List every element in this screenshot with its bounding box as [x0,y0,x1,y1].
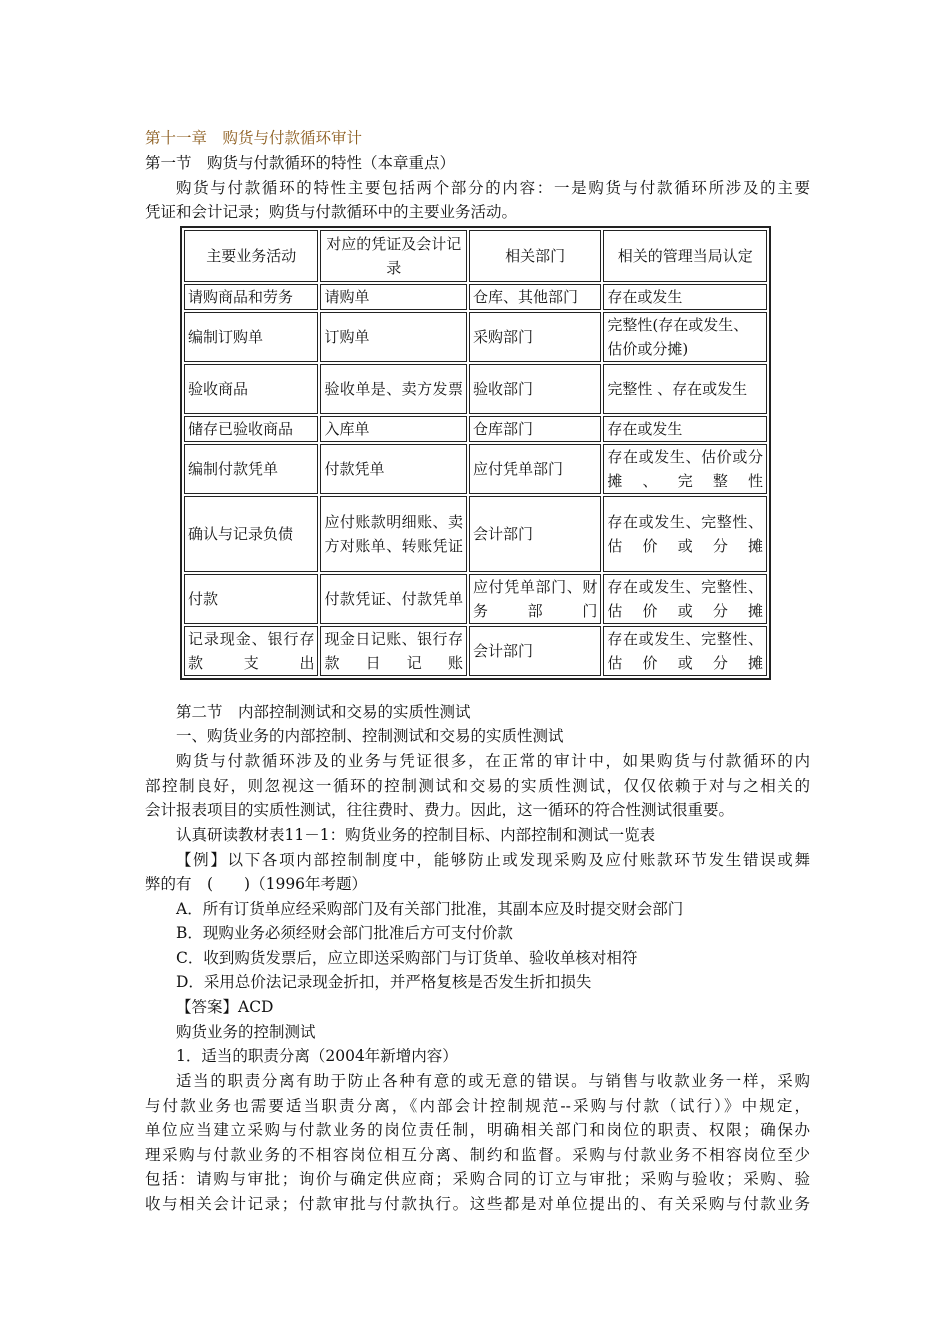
table-cell: 存在或发生、估价或分摊、完整性 [603,444,767,494]
example-line-1: 【例】以下各项内部控制制度中，能够防止或发现采购及应付账款环节发生错误或舞 [176,851,810,869]
para2-line-6: 收与相关会计记录；付款审批与付款执行。这些都是对单位提出的、有关采购与付款业务 [145,1195,810,1213]
table-cell: 确认与记录负债 [184,496,318,572]
table-cell: 采购部门 [469,312,601,362]
table-cell: 记录现金、银行存款支出 [184,626,318,676]
header-cell: 相关部门 [469,230,601,282]
table-row [184,626,767,676]
section2-subheading: 一、购货业务的内部控制、控制测试和交易的实质性测试 [176,727,564,745]
table-cell: 订购单 [320,312,467,362]
table-cell: 仓库部门 [469,416,601,442]
para2-line-5: 包括：请购与审批；询价与确定供应商；采购合同的订立与审批；采购与验收；采购、验 [145,1170,810,1188]
table-row [184,444,767,494]
header-cell: 对应的凭证及会计记录 [320,230,467,282]
table-cell: 应付凭单部门、财务部门 [469,574,601,624]
textbook-note: 认真研读教材表11－1：购货业务的控制目标、内部控制和测试一览表 [176,826,656,844]
option-d: D．采用总价法记录现金折扣，并严格复核是否发生折扣损失 [176,973,592,991]
table-cell: 入库单 [320,416,467,442]
item-1-heading: 1．适当的职责分离（2004年新增内容） [176,1047,458,1065]
para1-line-2: 部控制良好，则忽视这一循环的控制测试和交易的实质性测试，仅仅依赖于对与之相关的 [145,777,810,795]
para2-line-2: 与付款业务也需要适当职责分离，《内部会计控制规范--采购与付款（试行）》中规定， [145,1097,810,1115]
table-cell: 储存已验收商品 [184,416,318,442]
table-cell: 存在或发生 [603,284,767,310]
table-row [184,312,767,362]
table-cell: 会计部门 [469,626,601,676]
table-header-row [184,230,767,282]
table-row [184,496,767,572]
header-cell: 相关的管理当局认定 [603,230,767,282]
table-row [184,416,767,442]
cycle-characteristics-table [180,226,771,680]
section1-heading: 第一节 购货与付款循环的特性（本章重点） [145,154,456,172]
table-cell: 现金日记账、银行存款日记账 [320,626,467,676]
section2-heading: 第二节 内部控制测试和交易的实质性测试 [176,703,471,721]
para1-line-3: 会计报表项目的实质性测试，往往费时、费力。因此，这一循环的符合性测试很重要。 [145,801,735,819]
table-cell: 仓库、其他部门 [469,284,601,310]
section1-intro-line-2: 凭证和会计记录；购货与付款循环中的主要业务活动。 [145,203,518,221]
table-row [184,364,767,414]
table-cell: 存在或发生 [603,416,767,442]
table-cell: 付款 [184,574,318,624]
section1-intro-line-1: 购货与付款循环的特性主要包括两个部分的内容：一是购货与付款循环所涉及的主要 [176,179,810,197]
table-cell: 验收商品 [184,364,318,414]
para1-line-1: 购货与付款循环涉及的业务与凭证很多，在正常的审计中，如果购货与付款循环的内 [176,752,810,770]
table-cell: 编制付款凭单 [184,444,318,494]
option-a: A．所有订货单应经采购部门及有关部门批准，其副本应及时提交财会部门 [176,900,684,918]
table-row [184,284,767,310]
table-cell: 应付凭单部门 [469,444,601,494]
table-cell: 完整性 、存在或发生 [603,364,767,414]
header-cell: 主要业务活动 [184,230,318,282]
chapter-title: 第十一章 购货与付款循环审计 [145,129,363,147]
option-b: B．现购业务必须经财会部门批准后方可支付价款 [176,924,513,942]
example-line-2: 弊的有 ( )（1996年考题） [145,875,368,893]
table-cell: 存在或发生、完整性、估价或分摊 [603,574,767,624]
table-cell: 完整性(存在或发生、估价或分摊) [603,312,767,362]
table-row [184,574,767,624]
para2-line-3: 单位应当建立采购与付款业务的岗位责任制，明确相关部门和岗位的职责、权限；确保办 [145,1121,810,1139]
table-cell: 付款凭证、付款凭单 [320,574,467,624]
table-cell: 存在或发生、完整性、估价或分摊 [603,626,767,676]
table-cell: 请购商品和劳务 [184,284,318,310]
table-cell: 验收单是、卖方发票 [320,364,467,414]
table-cell: 验收部门 [469,364,601,414]
answer: 【答案】ACD [176,998,274,1016]
option-c: C．收到购货发票后，应立即送采购部门与订货单、验收单核对相符 [176,949,638,967]
table-cell: 付款凭单 [320,444,467,494]
table-cell: 存在或发生、完整性、估价或分摊 [603,496,767,572]
para2-line-4: 理采购与付款业务的不相容岗位相互分离、制约和监督。采购与付款业务不相容岗位至少 [145,1146,810,1164]
table-cell: 编制订购单 [184,312,318,362]
table-cell: 应付账款明细账、卖方对账单、转账凭证 [320,496,467,572]
control-test-title: 购货业务的控制测试 [176,1023,316,1041]
para2-line-1: 适当的职责分离有助于防止各种有意的或无意的错误。与销售与收款业务一样，采购 [176,1072,810,1090]
table-cell: 请购单 [320,284,467,310]
table-cell: 会计部门 [469,496,601,572]
